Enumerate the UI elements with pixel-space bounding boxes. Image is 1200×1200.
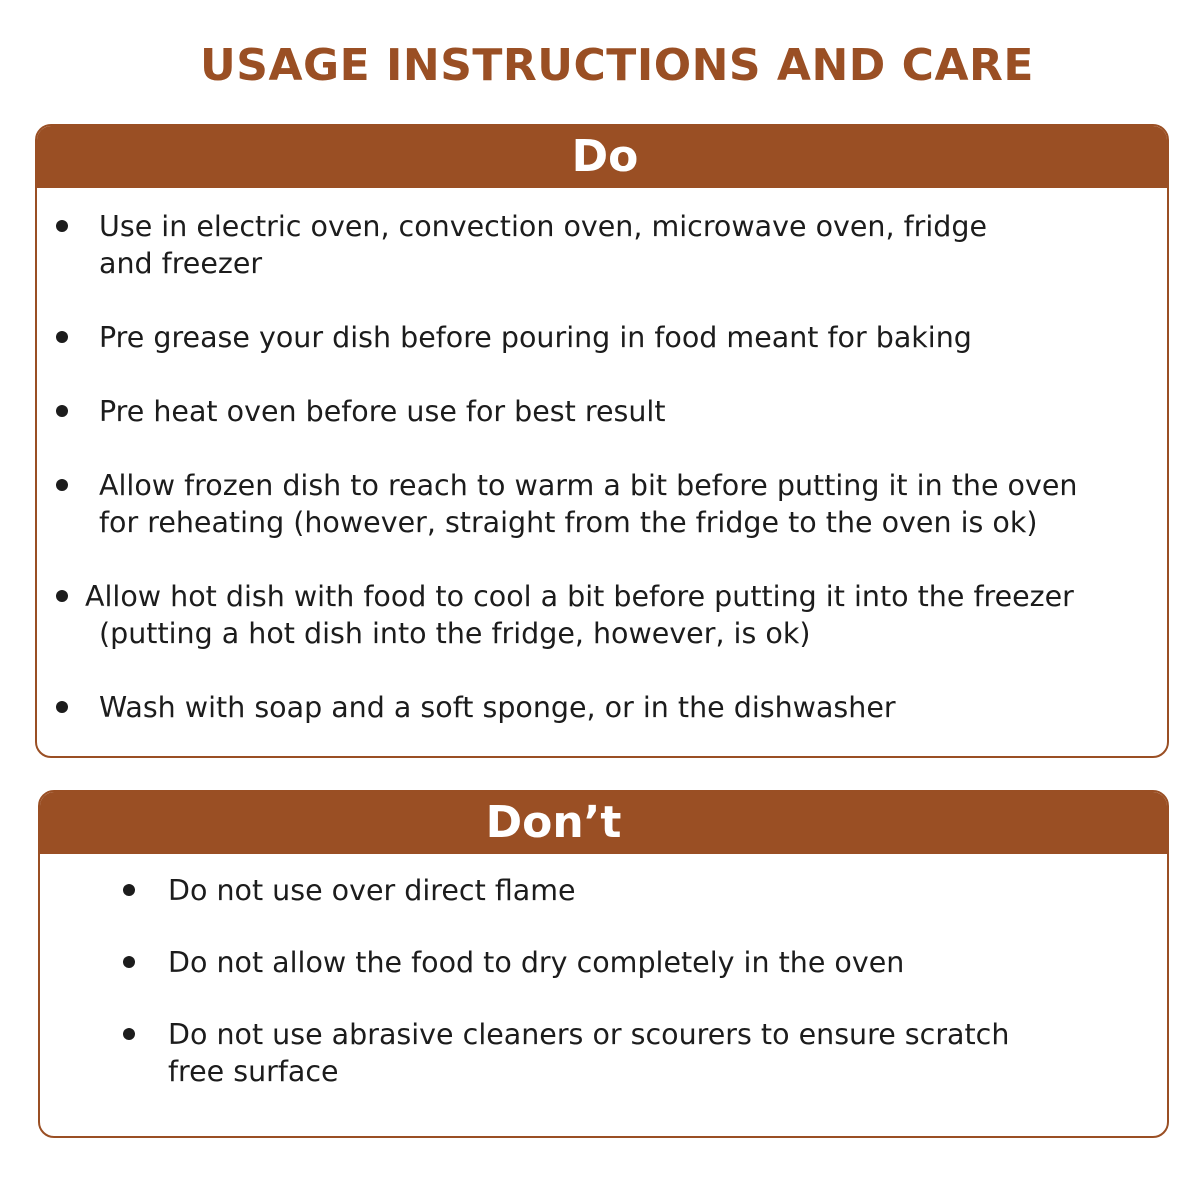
- do-list-item: [37, 578, 1167, 652]
- dont-item-text: Do not allow the food to dry completely in the oven: [168, 946, 905, 979]
- do-item-text: Use in electric oven, convection oven, microwave oven, fridge and freezer: [99, 210, 987, 280]
- do-list: [37, 188, 1167, 726]
- bullet-icon: [123, 1016, 137, 1053]
- do-item-text: Pre grease your dish before pouring in food meant for baking: [99, 321, 972, 354]
- dont-list-item: [40, 944, 1167, 981]
- dont-item-text: Do not use over direct flame: [168, 874, 576, 907]
- bullet-icon: [56, 578, 70, 615]
- dont-panel-heading: Don’t: [40, 792, 1167, 854]
- do-item-text: Wash with soap and a soft sponge, or in the dishwasher: [99, 691, 896, 724]
- page-title: USAGE INSTRUCTIONS AND CARE: [200, 40, 1034, 91]
- bullet-icon: [56, 319, 70, 356]
- dont-list: [40, 854, 1167, 1090]
- dont-list-item: [40, 872, 1167, 909]
- do-item-text: Pre heat oven before use for best result: [99, 395, 666, 428]
- bullet-icon: [56, 208, 70, 245]
- do-list-item: [37, 393, 1167, 430]
- dont-list-item: [40, 1016, 1167, 1090]
- bullet-icon: [56, 393, 70, 430]
- dont-item-text: Do not use abrasive cleaners or scourers to ensure scratch free surface: [168, 1018, 1010, 1088]
- bullet-icon: [123, 872, 137, 909]
- do-list-item: [37, 208, 1167, 282]
- bullet-icon: [56, 467, 70, 504]
- do-panel-heading: Do: [37, 126, 1167, 188]
- dont-panel: [38, 790, 1169, 1138]
- do-list-item: [37, 689, 1167, 726]
- bullet-icon: [123, 944, 137, 981]
- do-panel: [35, 124, 1169, 758]
- do-item-text: Allow hot dish with food to cool a bit before putting it into the freezer (putting a hot dish into the fridge, however, is ok): [85, 580, 1074, 650]
- do-item-text: Allow frozen dish to reach to warm a bit before putting it in the oven for reheating (however, straight from the fridge to the oven is ok): [99, 469, 1078, 539]
- do-list-item: [37, 319, 1167, 356]
- do-list-item: [37, 467, 1167, 541]
- bullet-icon: [56, 689, 70, 726]
